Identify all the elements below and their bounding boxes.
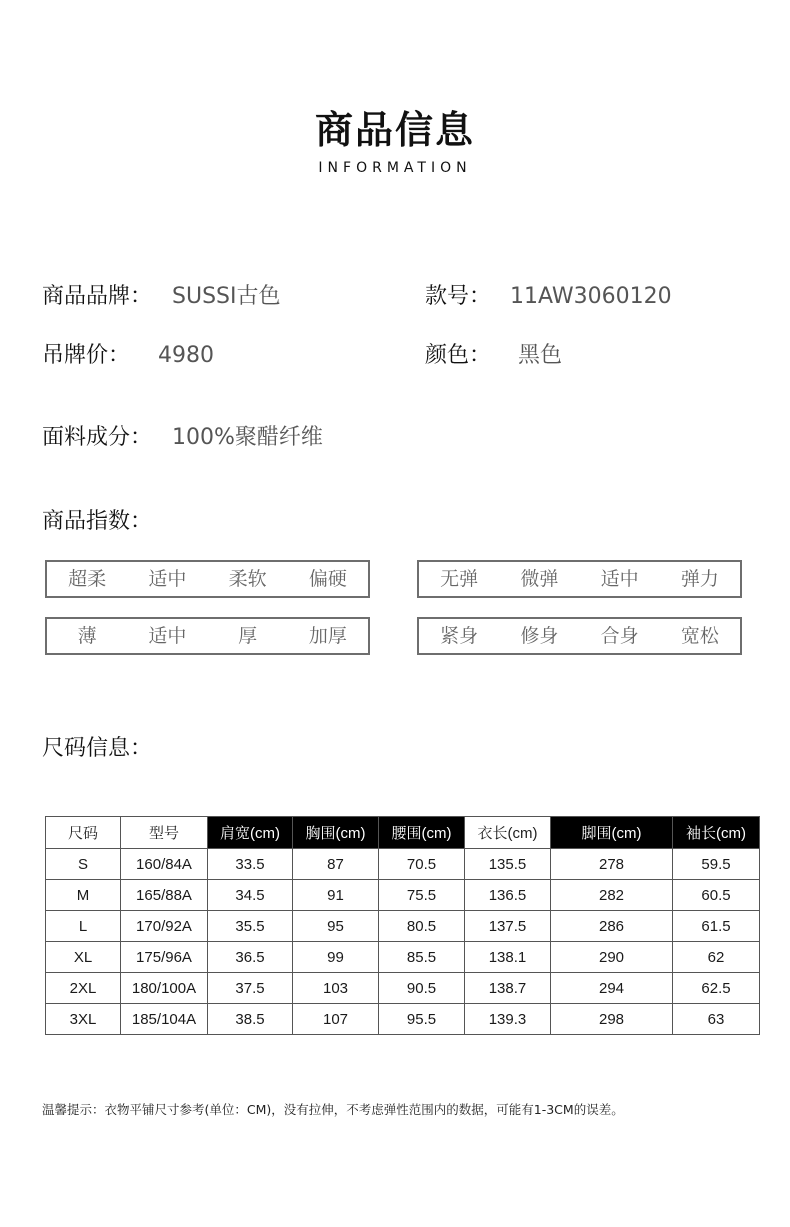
column-header: 肩宽(cm) <box>208 817 293 849</box>
column-header: 袖长(cm) <box>673 817 760 849</box>
tag-price-label: 吊牌价： <box>42 343 131 368</box>
elasticity-option: 无弹 <box>440 568 479 590</box>
softness-option: 柔软 <box>228 568 267 590</box>
fit-option: 合身 <box>600 625 639 647</box>
product-index-heading: 商品指数： <box>42 509 153 534</box>
thickness-scale <box>45 617 370 655</box>
size-table <box>45 816 760 1035</box>
table-row <box>46 849 760 880</box>
table-cell: XL <box>46 942 121 973</box>
table-row <box>46 942 760 973</box>
table-cell: 294 <box>551 973 673 1004</box>
color-value: 黑色 <box>518 343 563 368</box>
fit-option: 宽松 <box>680 625 719 647</box>
table-cell: 290 <box>551 942 673 973</box>
softness-option: 适中 <box>148 568 187 590</box>
table-cell: 298 <box>551 1004 673 1035</box>
table-cell: 37.5 <box>208 973 293 1004</box>
table-cell: 278 <box>551 849 673 880</box>
fabric-value: 100%聚醋纤维 <box>172 425 323 450</box>
column-header: 胸围(cm) <box>293 817 379 849</box>
table-cell: 95.5 <box>379 1004 465 1035</box>
page-title: 商品信息 <box>314 108 475 152</box>
color-label: 颜色： <box>425 343 492 368</box>
table-row <box>46 880 760 911</box>
table-cell: 90.5 <box>379 973 465 1004</box>
table-cell: 95 <box>293 911 379 942</box>
table-cell: 180/100A <box>121 973 208 1004</box>
elasticity-option: 弹力 <box>680 568 719 590</box>
table-cell: 185/104A <box>121 1004 208 1035</box>
table-cell: 35.5 <box>208 911 293 942</box>
size-info-heading: 尺码信息： <box>42 736 153 761</box>
column-header: 尺码 <box>46 817 121 849</box>
table-cell: 80.5 <box>379 911 465 942</box>
column-header: 脚围(cm) <box>551 817 673 849</box>
table-row <box>46 911 760 942</box>
table-cell: L <box>46 911 121 942</box>
table-cell: 85.5 <box>379 942 465 973</box>
table-cell: 91 <box>293 880 379 911</box>
table-cell: 175/96A <box>121 942 208 973</box>
thickness-option: 薄 <box>77 625 97 647</box>
tag-price-value: 4980 <box>158 343 214 368</box>
table-cell: 135.5 <box>465 849 551 880</box>
table-cell: 286 <box>551 911 673 942</box>
style-number-label: 款号： <box>425 284 492 309</box>
table-cell: 62.5 <box>673 973 760 1004</box>
table-row <box>46 973 760 1004</box>
table-cell: 63 <box>673 1004 760 1035</box>
table-cell: 38.5 <box>208 1004 293 1035</box>
table-cell: 137.5 <box>465 911 551 942</box>
brand-label: 商品品牌： <box>42 284 153 309</box>
page-subtitle: INFORMATION <box>318 160 472 176</box>
column-header: 衣长(cm) <box>465 817 551 849</box>
table-cell: 3XL <box>46 1004 121 1035</box>
size-table-header-row <box>46 817 760 849</box>
table-row <box>46 1004 760 1035</box>
fit-option: 修身 <box>520 625 559 647</box>
table-cell: 138.7 <box>465 973 551 1004</box>
thickness-option: 厚 <box>238 625 258 647</box>
table-cell: 61.5 <box>673 911 760 942</box>
table-cell: 139.3 <box>465 1004 551 1035</box>
fabric-label: 面料成分： <box>42 425 153 450</box>
table-cell: 36.5 <box>208 942 293 973</box>
table-cell: 282 <box>551 880 673 911</box>
table-cell: 59.5 <box>673 849 760 880</box>
style-number-value: 11AW3060120 <box>510 284 672 309</box>
elasticity-option: 微弹 <box>520 568 559 590</box>
softness-option: 偏硬 <box>308 568 347 590</box>
column-header: 腰围(cm) <box>379 817 465 849</box>
table-cell: 60.5 <box>673 880 760 911</box>
table-cell: 107 <box>293 1004 379 1035</box>
table-cell: 99 <box>293 942 379 973</box>
table-cell: 165/88A <box>121 880 208 911</box>
table-cell: 170/92A <box>121 911 208 942</box>
table-cell: M <box>46 880 121 911</box>
table-cell: 70.5 <box>379 849 465 880</box>
table-cell: S <box>46 849 121 880</box>
fit-scale <box>417 617 742 655</box>
table-cell: 136.5 <box>465 880 551 911</box>
table-cell: 34.5 <box>208 880 293 911</box>
table-cell: 33.5 <box>208 849 293 880</box>
table-cell: 62 <box>673 942 760 973</box>
table-cell: 138.1 <box>465 942 551 973</box>
table-cell: 75.5 <box>379 880 465 911</box>
elasticity-option: 适中 <box>600 568 639 590</box>
table-cell: 160/84A <box>121 849 208 880</box>
softness-option: 超柔 <box>68 568 107 590</box>
softness-scale <box>45 560 370 598</box>
thickness-option: 适中 <box>148 625 187 647</box>
table-cell: 87 <box>293 849 379 880</box>
fit-option: 紧身 <box>440 625 479 647</box>
column-header: 型号 <box>121 817 208 849</box>
thickness-option: 加厚 <box>308 625 347 647</box>
table-cell: 103 <box>293 973 379 1004</box>
brand-value: SUSSI古色 <box>172 284 281 309</box>
elasticity-scale <box>417 560 742 598</box>
size-disclaimer-note: 温馨提示：衣物平铺尺寸参考(单位：CM)，没有拉伸，不考虑弹性范围内的数据，可能有1-3CM的误差。 <box>42 1102 624 1117</box>
table-cell: 2XL <box>46 973 121 1004</box>
